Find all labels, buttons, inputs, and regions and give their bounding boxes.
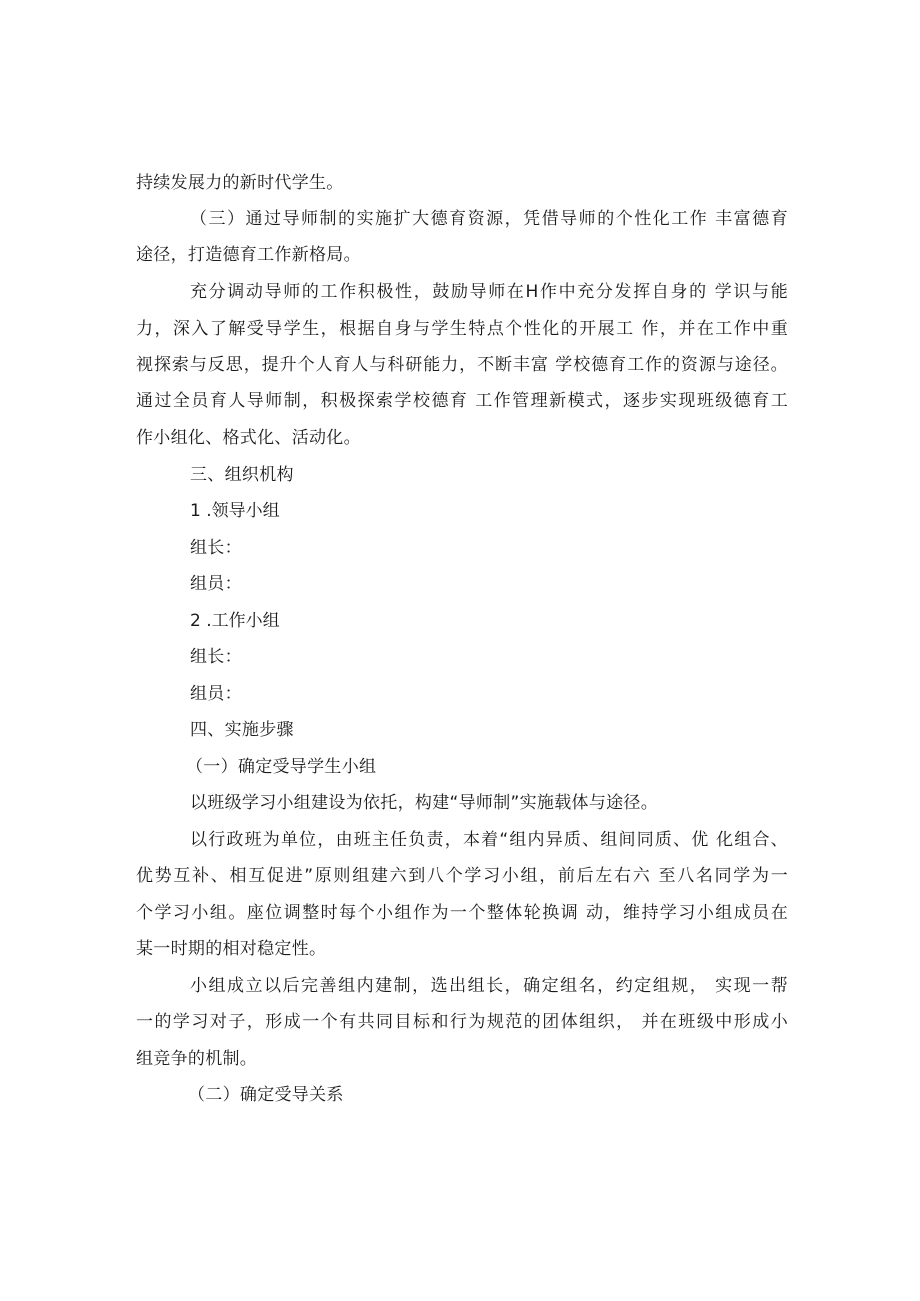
paragraph-line: 优势互补、相互促进”原则组建六到八个学习小组，前后左右六 至八名同学为一 bbox=[136, 866, 788, 886]
section-heading-3: （三）通过导师制的实施扩大德育资源，凭借导师的个性化工作 丰富德育 bbox=[190, 209, 788, 229]
subsection-heading: （二）确定受导关系 bbox=[188, 1085, 344, 1105]
group-member-label: 组员： bbox=[190, 574, 242, 594]
paragraph-line: 充分调动导师的工作积极性，鼓励导师在H作中充分发挥自身的 学识与能 bbox=[190, 282, 788, 302]
paragraph-line: 某一时期的相对稳定性。 bbox=[136, 939, 327, 959]
section-heading: 四、实施步骤 bbox=[190, 720, 294, 740]
subsection-heading: 2 .工作小组 bbox=[190, 611, 280, 631]
subsection-heading: 1 .领导小组 bbox=[190, 501, 280, 521]
paragraph-line: 小组成立以后完善组内建制，选出组长，确定组名，约定组规， 实现一帮 bbox=[190, 976, 788, 996]
group-leader-label: 组长： bbox=[190, 647, 242, 667]
group-leader-label: 组长： bbox=[190, 538, 242, 558]
paragraph-line: 以行政班为单位，由班主任负责，本着“组内异质、组间同质、优 化组合、 bbox=[190, 830, 788, 850]
paragraph-line: 组竞争的机制。 bbox=[136, 1049, 258, 1069]
subsection-heading: （一）确定受导学生小组 bbox=[186, 757, 377, 777]
text-line: 持续发展力的新时代学生。 bbox=[136, 173, 344, 193]
group-member-label: 组员： bbox=[190, 684, 242, 704]
paragraph-line: 力，深入了解受导学生，根据自身与学生特点个性化的开展工 作，并在工作中重 bbox=[136, 319, 788, 339]
paragraph-line: 以班级学习小组建设为依托，构建“导师制”实施载体与途径。 bbox=[190, 793, 659, 813]
section-heading: 三、组织机构 bbox=[190, 465, 294, 485]
paragraph-line: 通过全员育人导师制，积极探索学校德育 工作管理新模式，逐步实现班级德育工 bbox=[136, 391, 788, 411]
paragraph-line: 视探索与反思，提升个人育人与科研能力，不断丰富 学校德育工作的资源与途径。 bbox=[136, 355, 788, 375]
paragraph-line: 作小组化、格式化、活动化。 bbox=[136, 428, 361, 448]
paragraph-line: 个学习小组。座位调整时每个小组作为一个整体轮换调 动，维持学习小组成员在 bbox=[136, 903, 788, 923]
paragraph-line: 一的学习对子，形成一个有共同目标和行为规范的团体组织， 并在班级中形成小 bbox=[136, 1012, 788, 1032]
text-line: 途径，打造德育工作新格局。 bbox=[136, 245, 361, 265]
